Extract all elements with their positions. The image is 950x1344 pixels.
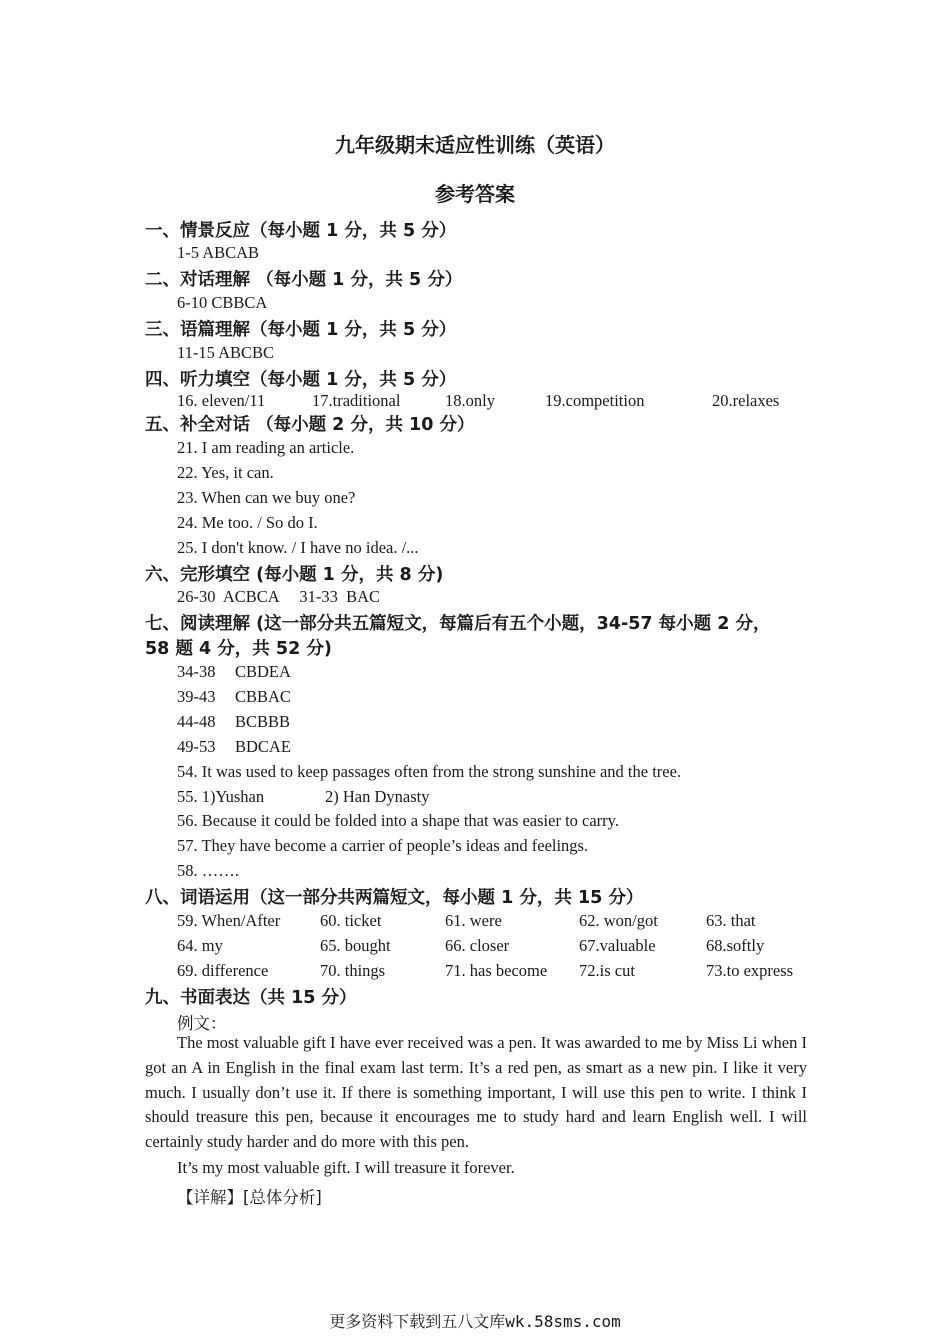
reading-q54: 54. It was used to keep passages often from the strong sunshine and the tree.: [177, 762, 682, 781]
section-9-heading: 九、书面表达（共 15 分）: [145, 988, 357, 1008]
section-7-heading: 七、阅读理解 (这一部分共五篇短文，每篇后有五个小题，34-57 每小题 2 分，: [145, 614, 771, 634]
reading-q55-part2: 2) Han Dynasty: [325, 787, 430, 806]
word-answer: 64. my: [177, 936, 223, 955]
listening-answer: 16. eleven/11: [177, 391, 266, 410]
section-6-heading: 六、完形填空 (每小题 1 分，共 8 分): [145, 565, 444, 585]
reading-answers: CBBAC: [235, 687, 291, 706]
word-answer: 66. closer: [445, 936, 510, 955]
word-answer: 69. difference: [177, 961, 269, 980]
reading-range: 44-48: [177, 712, 216, 731]
reading-range: 34-38: [177, 662, 216, 681]
word-answer: 61. were: [445, 911, 502, 930]
section-1-answers: 1-5 ABCAB: [177, 243, 260, 262]
detail-label: 【详解】[总体分析]: [177, 1188, 322, 1207]
dialogue-answer: 24. Me too. / So do I.: [177, 513, 318, 532]
section-6-answers: 26-30 ACBCA 31-33 BAC: [177, 587, 381, 606]
reading-q58: 58. …….: [177, 861, 239, 880]
dialogue-answer: 21. I am reading an article.: [177, 438, 355, 457]
reading-range: 49-53: [177, 737, 216, 756]
listening-answer: 20.relaxes: [712, 391, 780, 410]
word-answer: 73.to express: [706, 961, 794, 980]
section-8-heading: 八、词语运用（这一部分共两篇短文，每小题 1 分，共 15 分）: [145, 888, 644, 908]
sample-essay-label: 例文：: [177, 1014, 227, 1033]
dialogue-answer: 23. When can we buy one?: [177, 488, 356, 507]
reading-q55-part1: 55. 1)Yushan: [177, 787, 265, 806]
reading-q57: 57. They have become a carrier of people’s ideas and feelings.: [177, 836, 589, 855]
word-answer: 62. won/got: [579, 911, 658, 930]
section-4-heading: 四、听力填空（每小题 1 分，共 5 分）: [145, 370, 457, 390]
word-answer: 65. bought: [320, 936, 391, 955]
page-subtitle: 参考答案: [435, 182, 515, 206]
footer-watermark: 更多资料下载到五八文库wk.58sms.com: [329, 1312, 621, 1331]
listening-answer: 19.competition: [545, 391, 645, 410]
dialogue-answer: 25. I don't know. / I have no idea. /...: [177, 538, 419, 557]
reading-answers: BDCAE: [235, 737, 291, 756]
sample-essay-paragraph-2: It’s my most valuable gift. I will treasure it forever.: [177, 1158, 515, 1177]
dialogue-answer: 22. Yes, it can.: [177, 463, 274, 482]
sample-essay-paragraph-1: The most valuable gift I have ever received was a pen. It was awarded to me by Miss Li when I got an A in English in the final exam last term. It’s a red pen, as smart as a new pin. I like it very much. I usually don’t use it. If there is something important, I will use this pen to write. I think I should treasure this pen, because it encourages me to study hard and learn English well. I will certainly study harder and do more with this pen.: [145, 1033, 807, 1152]
section-3-answers: 11-15 ABCBC: [177, 343, 275, 362]
word-answer: 71. has become: [445, 961, 548, 980]
word-answer: 70. things: [320, 961, 386, 980]
word-answer: 63. that: [706, 911, 756, 930]
reading-answers: BCBBB: [235, 712, 291, 731]
section-1-heading: 一、情景反应（每小题 1 分，共 5 分）: [145, 221, 457, 241]
reading-q56: 56. Because it could be folded into a shape that was easier to carry.: [177, 811, 619, 830]
word-answer: 67.valuable: [579, 936, 656, 955]
word-answer: 59. When/After: [177, 911, 281, 930]
word-answer: 68.softly: [706, 936, 765, 955]
listening-answer: 18.only: [445, 391, 495, 410]
section-3-heading: 三、语篇理解（每小题 1 分，共 5 分）: [145, 320, 457, 340]
reading-range: 39-43: [177, 687, 216, 706]
page-title: 九年级期末适应性训练（英语）: [335, 133, 615, 157]
listening-answer: 17.traditional: [312, 391, 401, 410]
word-answer: 72.is cut: [579, 961, 635, 980]
word-answer: 60. ticket: [320, 911, 382, 930]
section-7-heading-cont: 58 题 4 分，共 52 分): [145, 639, 332, 659]
reading-answers: CBDEA: [235, 662, 291, 681]
section-2-heading: 二、对话理解 （每小题 1 分，共 5 分）: [145, 270, 463, 290]
section-5-heading: 五、补全对话 （每小题 2 分，共 10 分）: [145, 415, 475, 435]
section-2-answers: 6-10 CBBCA: [177, 293, 268, 312]
